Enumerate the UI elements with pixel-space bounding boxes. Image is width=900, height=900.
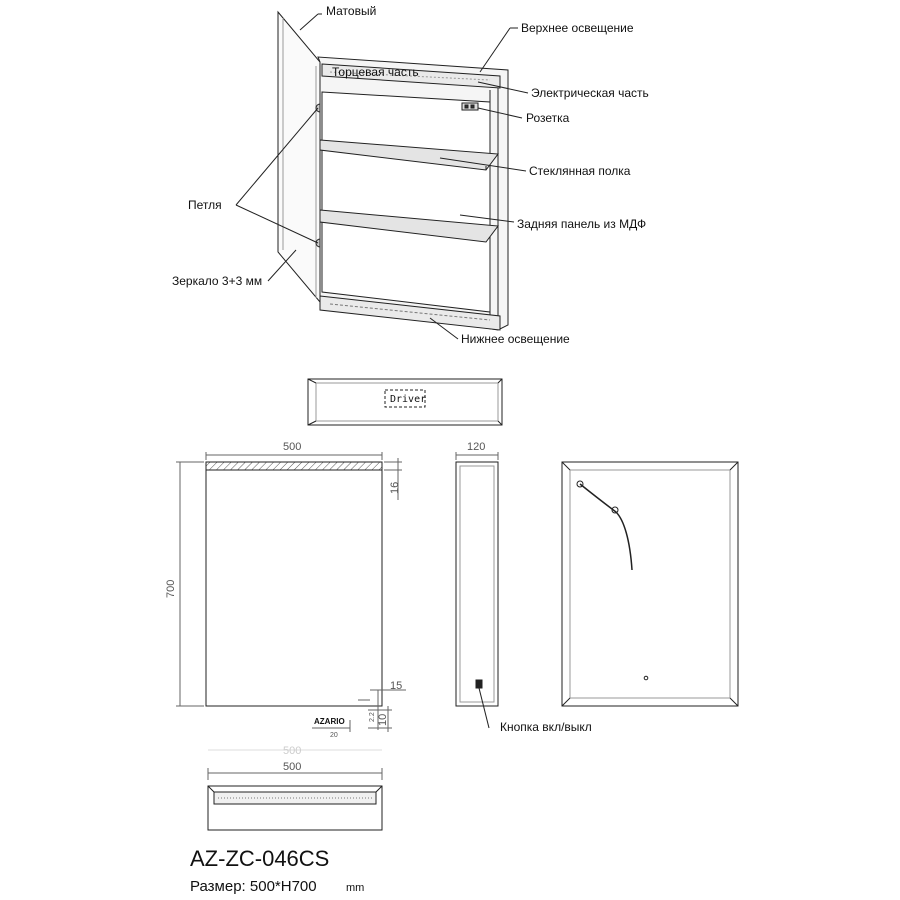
label-glass-shelf: Стеклянная полка [529,164,631,178]
dim-logo-height: 2.2 [369,712,376,722]
label-electric: Электрическая часть [531,86,649,100]
label-bottom-light: Нижнее освещение [461,332,570,346]
mirror-door [278,12,320,302]
dim-logo-offset: 15 [390,680,403,692]
driver-label: Driver [390,394,427,405]
top-strip-hatch [206,462,382,470]
side-view [456,452,498,728]
label-socket: Розетка [526,111,570,125]
label-mirror: Зеркало 3+3 мм [172,274,263,288]
switch-button [476,680,482,688]
size-label: Размер: 500*H700 [190,878,317,895]
dim-depth: 120 [467,441,486,453]
isometric-view [278,12,508,330]
dim-logo-width: 20 [330,732,338,739]
dim-width-front: 500 [283,441,302,453]
label-end-part: Торцевая часть [332,65,419,79]
rear-indicator [644,676,648,680]
dim-logo-bottom: 10 [377,713,389,726]
label-back-panel: Задняя панель из МДФ [517,217,647,231]
logo-azario: AZARIO [314,717,345,726]
label-top-light: Верхнее освещение [521,21,634,35]
dim-height: 700 [165,579,177,598]
label-switch: Кнопка вкл/выкл [500,720,592,734]
socket [462,103,478,110]
label-matte: Матовый [326,4,377,18]
size-unit: mm [346,882,365,894]
rear-view [562,462,738,706]
back-panel [322,92,490,312]
dim-top-strip: 16 [389,481,401,494]
model-number: AZ-ZC-046CS [190,846,330,871]
power-cable [580,484,632,570]
dim-ghost-width: 500 [283,745,302,757]
dim-width-bottom: 500 [283,761,302,773]
label-hinge: Петля [188,198,222,212]
front-view [176,452,406,732]
